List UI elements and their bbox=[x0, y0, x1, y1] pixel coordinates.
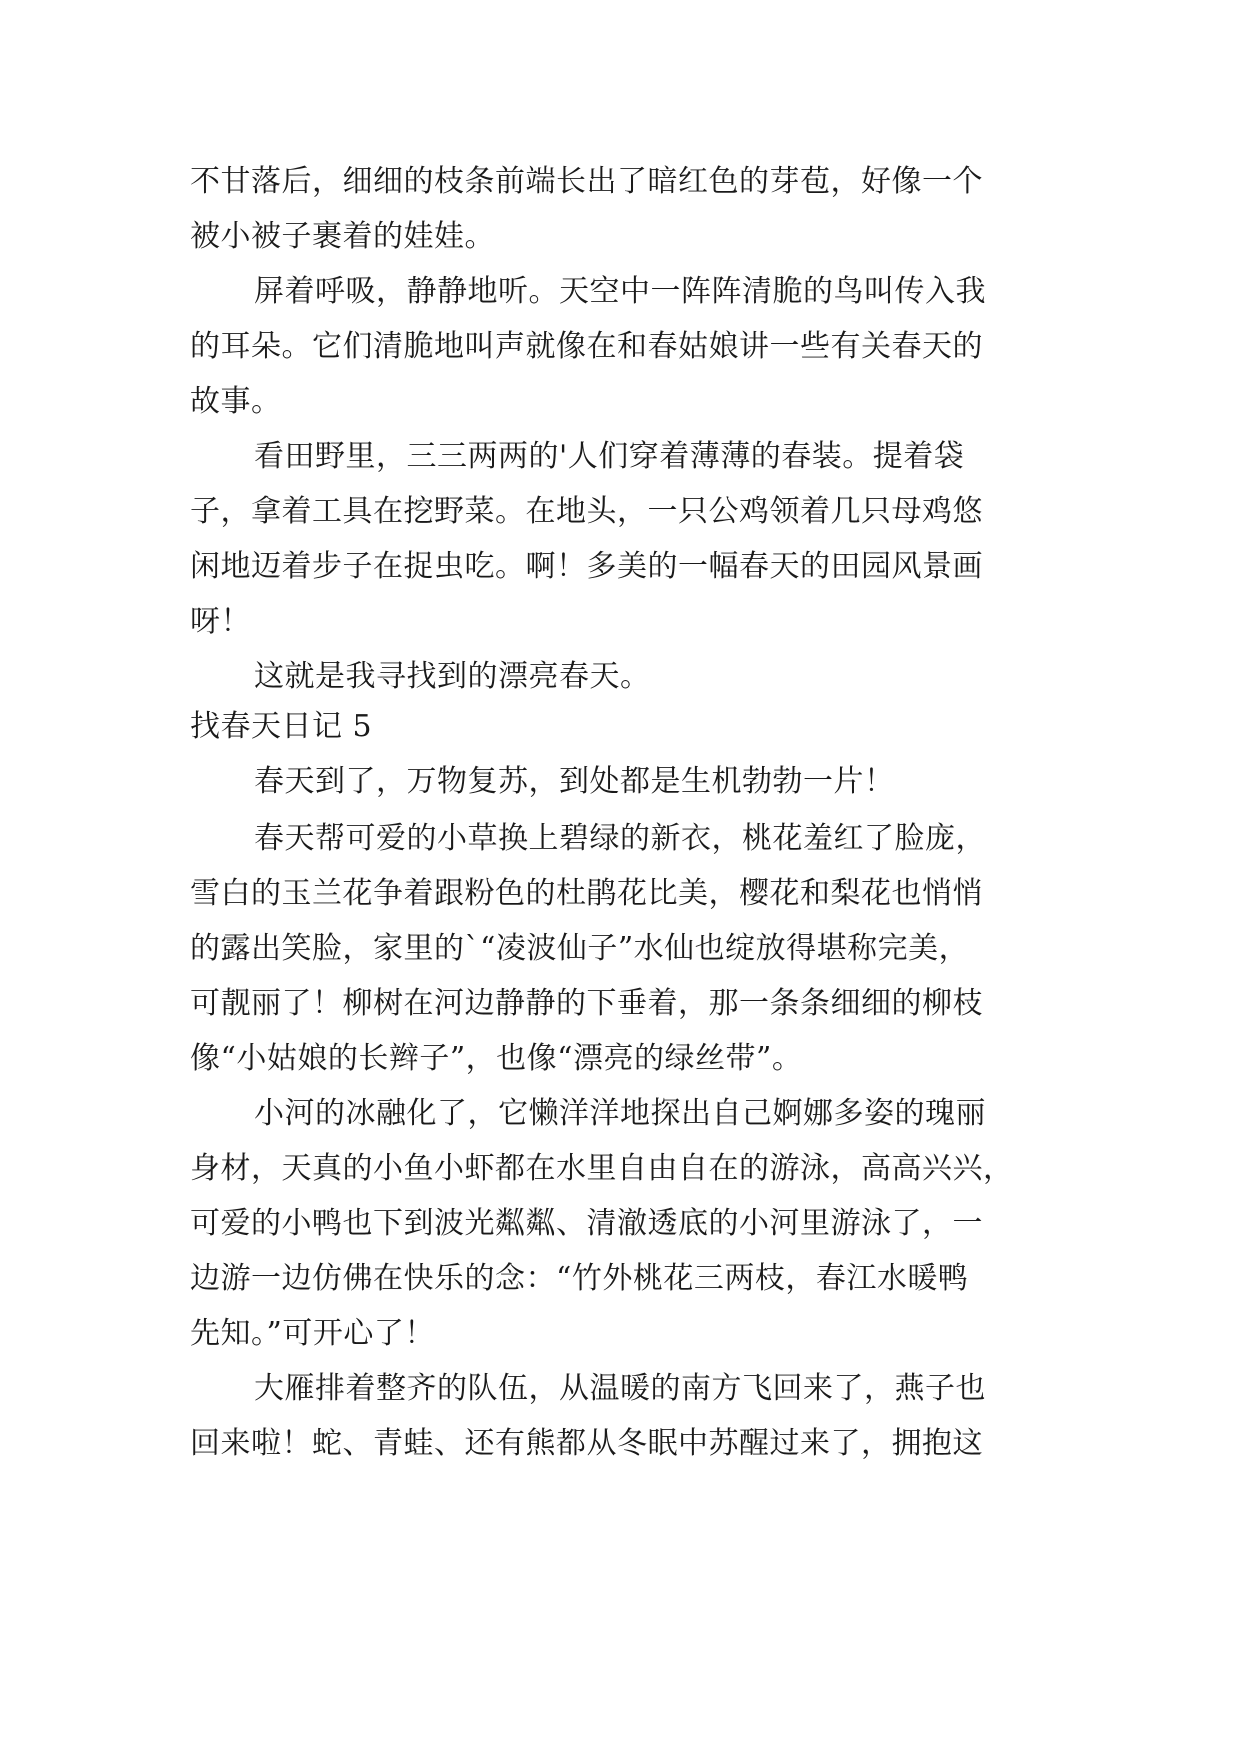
text-line: 的露出笑脸，家里的`“凌波仙子”水仙也绽放得堪称完美， bbox=[190, 931, 970, 966]
text-line: 故事。 bbox=[190, 384, 282, 419]
text-line: 呀！ bbox=[190, 604, 251, 639]
text-line: 可靓丽了！柳树在河边静静的下垂着，那一条条细细的柳枝 bbox=[190, 986, 983, 1021]
text-line: 身材，天真的小鱼小虾都在水里自由自在的游泳，高高兴兴， bbox=[190, 1151, 1014, 1186]
paragraph-start-line: 春天帮可爱的小草换上碧绿的新衣，桃花羞红了脸庞， bbox=[254, 821, 986, 856]
section-title: 找春天日记 5 bbox=[190, 709, 373, 744]
text-line: 不甘落后，细细的枝条前端长出了暗红色的芽苞，好像一个 bbox=[190, 164, 983, 199]
paragraph-start-line: 大雁排着整齐的队伍，从温暖的南方飞回来了，燕子也 bbox=[254, 1371, 986, 1406]
paragraph-start-line: 小河的冰融化了，它懒洋洋地探出自己婀娜多姿的瑰丽 bbox=[254, 1096, 986, 1131]
text-line: 子，拿着工具在挖野菜。在地头，一只公鸡领着几只母鸡悠 bbox=[190, 494, 983, 529]
text-line: 边游一边仿佛在快乐的念：“竹外桃花三两枝，春江水暖鸭 bbox=[190, 1261, 969, 1296]
text-line: 回来啦！蛇、青蛙、还有熊都从冬眠中苏醒过来了，拥抱这 bbox=[190, 1426, 983, 1461]
paragraph-start-line: 春天到了，万物复苏，到处都是生机勃勃一片！ bbox=[254, 764, 895, 799]
text-line: 闲地迈着步子在捉虫吃。啊！多美的一幅春天的田园风景画 bbox=[190, 549, 983, 584]
text-line: 的耳朵。它们清脆地叫声就像在和春姑娘讲一些有关春天的 bbox=[190, 329, 983, 364]
text-line: 被小被子裹着的娃娃。 bbox=[190, 219, 495, 254]
paragraph-start-line: 屏着呼吸，静静地听。天空中一阵阵清脆的鸟叫传入我 bbox=[254, 274, 986, 309]
paragraph-start-line: 这就是我寻找到的漂亮春天。 bbox=[254, 659, 651, 694]
text-line: 可爱的小鸭也下到波光粼粼、清澈透底的小河里游泳了，一 bbox=[190, 1206, 983, 1241]
text-line: 雪白的玉兰花争着跟粉色的杜鹃花比美，樱花和梨花也悄悄 bbox=[190, 876, 983, 911]
text-line: 像“小姑娘的长辫子”，也像“漂亮的绿丝带”。 bbox=[190, 1041, 803, 1076]
paragraph-start-line: 看田野里，三三两两的'人们穿着薄薄的春装。提着袋 bbox=[254, 439, 965, 474]
text-line: 先知。”可开心了！ bbox=[190, 1316, 435, 1351]
